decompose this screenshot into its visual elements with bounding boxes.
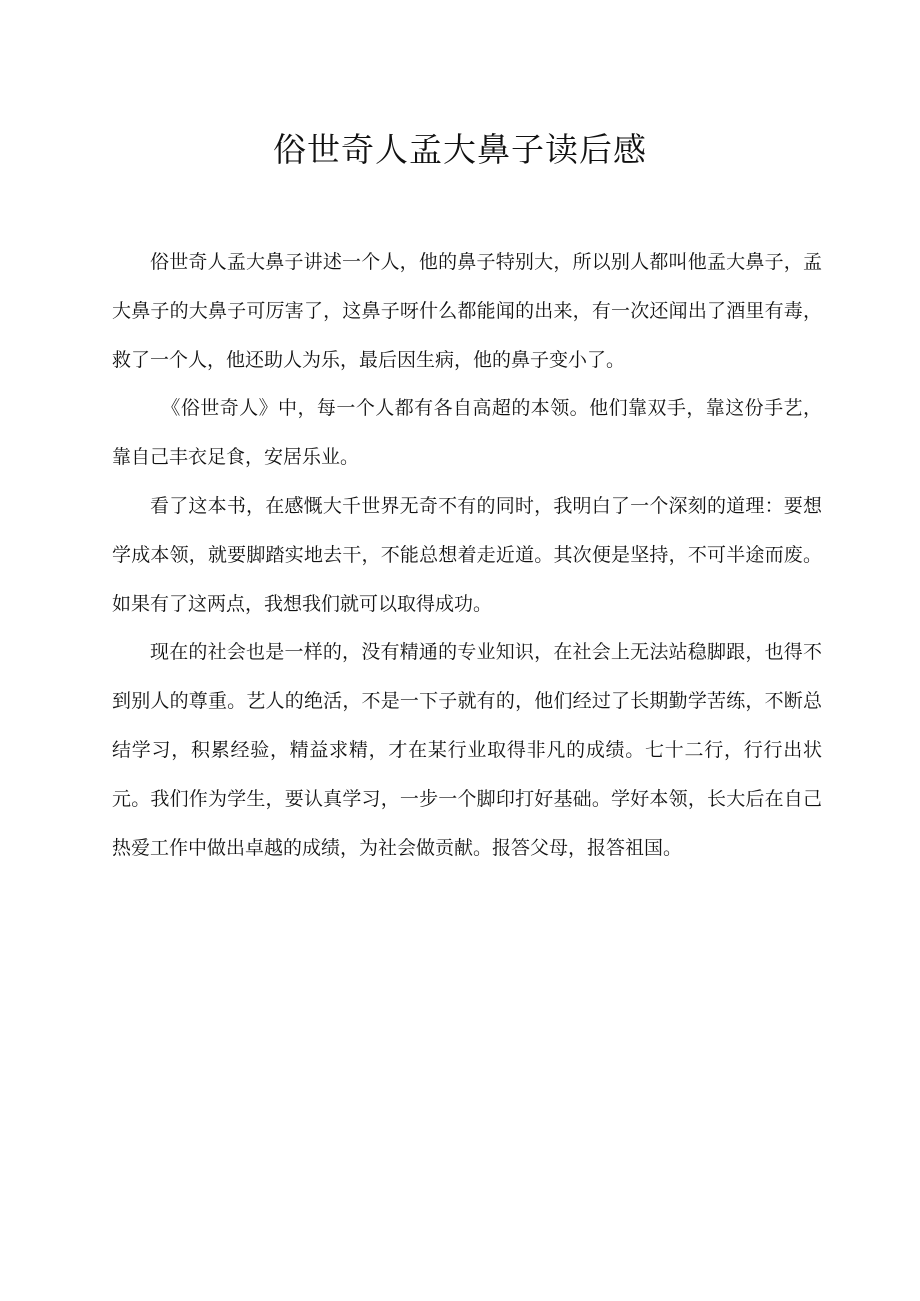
paragraph-4: 现在的社会也是一样的，没有精通的专业知识，在社会上无法站稳脚跟，也得不到别人的尊重。艺人的绝活，不是一下子就有的，他们经过了长期勤学苦练，不断总结学习，积累经验，精益求精，才在某行业取得非凡的成绩。七十二行，行行出状元。我们作为学生，要认真学习，一步一个脚印打好基础。学好本领，长大后在自己热爱工作中做出卓越的成绩，为社会做贡献。报答父母，报答祖国。 [112,641,822,859]
document-body [112,238,822,872]
paragraph-3: 看了这本书，在感慨大千世界无奇不有的同时，我明白了一个深刻的道理：要想学成本领，就要脚踏实地去干，不能总想着走近道。其次便是坚持，不可半途而废。如果有了这两点，我想我们就可以取得成功。 [112,494,822,615]
paragraph-2: 《俗世奇人》中，每一个人都有各自高超的本领。他们靠双手，靠这份手艺，靠自己丰衣足食，安居乐业。 [112,397,822,469]
document-title: 俗世奇人孟大鼻子读后感 [273,130,647,169]
paragraph-1: 俗世奇人孟大鼻子讲述一个人，他的鼻子特别大，所以别人都叫他孟大鼻子，孟大鼻子的大鼻子可厉害了，这鼻子呀什么都能闻的出来，有一次还闻出了酒里有毒，救了一个人，他还助人为乐，最后因生病，他的鼻子变小了。 [112,251,822,371]
